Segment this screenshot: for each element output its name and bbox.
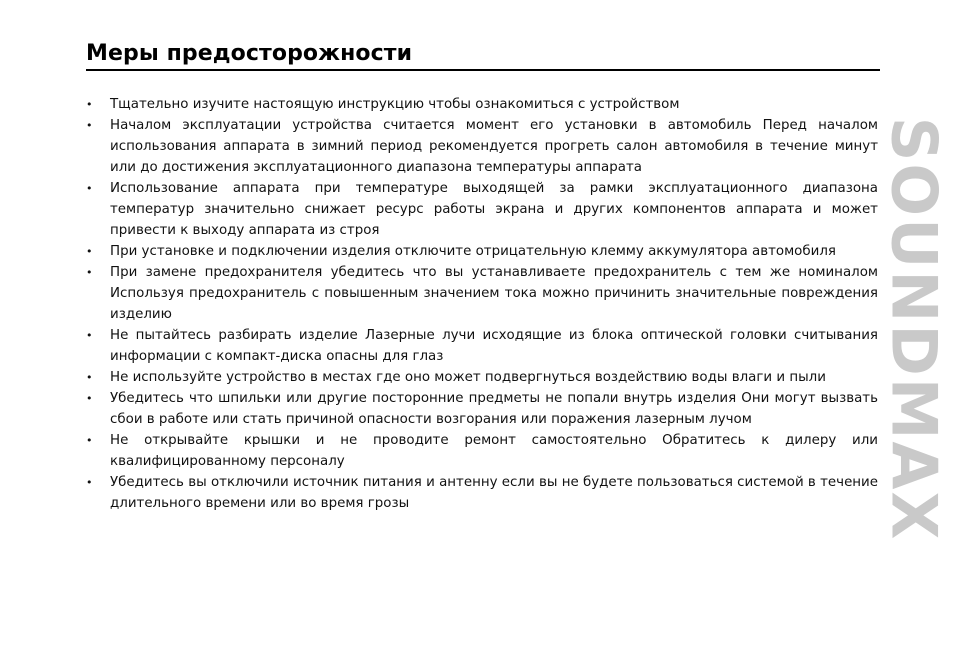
page-title: Меры предосторожности bbox=[86, 41, 413, 66]
list-item-text: Не открывайте крышки и не проводите ремонт самостоятельно Обратитесь к дилеру или квалифицированному персоналу bbox=[110, 433, 878, 469]
bullet-icon: • bbox=[86, 98, 93, 111]
bullet-icon: • bbox=[86, 119, 93, 132]
list-item-text: Не используйте устройство в местах где оно может подвергнуться воздействию воды влаги и пыли bbox=[110, 370, 826, 385]
bullet-icon: • bbox=[86, 371, 93, 384]
list-item-text: При установке и подключении изделия отключите отрицательную клемму аккумулятора автомобиля bbox=[110, 244, 836, 259]
bullet-icon: • bbox=[86, 392, 93, 405]
list-item-text: Не пытайтесь разбирать изделие Лазерные лучи исходящие из блока оптической головки считывания информации с компакт-диска опасны для глаз bbox=[110, 328, 878, 364]
list-item bbox=[86, 388, 878, 430]
brand-logo bbox=[873, 56, 953, 601]
list-item-text: Тщательно изучите настоящую инструкцию чтобы ознакомиться с устройством bbox=[110, 97, 680, 112]
bullet-icon: • bbox=[86, 476, 93, 489]
list-item bbox=[86, 94, 878, 115]
bullet-icon: • bbox=[86, 329, 93, 342]
list-item bbox=[86, 262, 878, 325]
list-item bbox=[86, 472, 878, 514]
list-item-text: Началом эксплуатации устройства считается момент его установки в автомобиль Перед началом использования аппарата в зимний период рекомендуется прогреть салон автомобиля в течение минут или до достижения эксплуатационного диапазона температуры аппарата bbox=[110, 118, 878, 175]
list-item bbox=[86, 178, 878, 241]
list-item-text: Убедитесь что шпильки или другие посторонние предметы не попали внутрь изделия Они могут вызвать сбои в работе или стать причиной опасности возгорания или поражения лазерным лучом bbox=[110, 391, 878, 427]
list-item bbox=[86, 325, 878, 367]
title-divider bbox=[86, 69, 880, 71]
bullet-icon: • bbox=[86, 266, 93, 279]
bullet-icon: • bbox=[86, 434, 93, 447]
list-item-text: При замене предохранителя убедитесь что вы устанавливаете предохранитель с тем же номиналом Используя предохранитель с повышенным значением тока можно причинить значительные повреждения изделию bbox=[110, 265, 878, 322]
brand-logo-text: SOUNDMAX bbox=[877, 116, 951, 541]
bullet-icon: • bbox=[86, 245, 93, 258]
list-item-text: Убедитесь вы отключили источник питания и антенну если вы не будете пользоваться системой в течение длительного времени или во время грозы bbox=[110, 475, 878, 511]
list-item bbox=[86, 241, 878, 262]
list-item bbox=[86, 115, 878, 178]
list-item bbox=[86, 430, 878, 472]
list-item bbox=[86, 367, 878, 388]
precautions-list bbox=[86, 94, 878, 514]
list-item-text: Использование аппарата при температуре выходящей за рамки эксплуатационного диапазона температур значительно снижает ресурс работы экрана и других компонентов аппарата и может привести к выходу аппарата из строя bbox=[110, 181, 878, 238]
bullet-icon: • bbox=[86, 182, 93, 195]
